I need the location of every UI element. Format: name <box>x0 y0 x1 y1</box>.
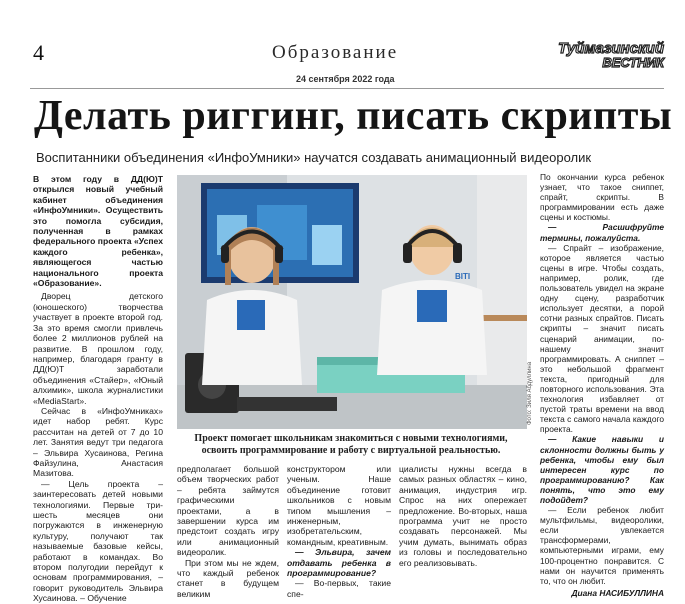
photo-caption: Проект помогает школьникам знакомиться с новыми технологиями, освоить программирование и работу с виртуальной реальностью. <box>194 433 508 456</box>
column-3 <box>287 464 391 599</box>
paragraph: — Во-первых, такие спе- <box>287 578 391 599</box>
column-2 <box>177 464 279 599</box>
paragraph: предполагает большой объем творческих работ – ребята займутся графическими проектами, а в завершении курса им предстоит создать игру или анимационный видеоролик. <box>177 464 279 558</box>
article-headline: Делать риггинг, писать скрипты <box>34 93 673 139</box>
lead-paragraph: В этом году в ДД(Ю)Т открылся новый учебный кабинет объединения «ИнфоУмники». Осуществить это помогла субсидия, полученная в рамках федерального проекта «Успех каждого ребенка», являющегося частью национального проекта «Образование». <box>33 174 163 289</box>
interview-question: — Расшифруйте термины, пожалуйста. <box>540 222 664 243</box>
paragraph: По окончании курса ребенок узнает, что такое сниппет, спрайт, скрипты. В программировании есть даже сцены и костюмы. <box>540 172 664 223</box>
header-rule <box>30 88 664 89</box>
interview-question: — Эльвира, зачем отдавать ребенка в программирование? <box>287 547 391 579</box>
article-photo <box>177 175 527 429</box>
interview-question: — Какие навыки и склонности должны быть у ребенка, чтобы ему был интересен курс по программированию? Как понять, что это ему подойдет? <box>540 434 664 505</box>
masthead-title: Туймазинский <box>558 40 664 57</box>
paragraph: При этом мы не ждем, что каждый ребенок станет в будущем великим <box>177 557 279 599</box>
page-number: 4 <box>33 40 44 65</box>
paragraph: циалисты нужны всегда в самых разных областях – кино, анимация, индустрия игр. Спрос на них опережает предложение. Во-вторых, наша программа учит не просто создавать персонажей. Мы учим думать, вынимать образ из головы и последовательно его реализовывать. <box>399 464 527 568</box>
column-4 <box>399 464 527 568</box>
article-subheadline: Воспитанники объединения «ИнфоУмники» научатся создавать анимационный видеоролик <box>36 150 592 165</box>
paragraph: конструктором или ученым. Наше объединение готовит школьников с новым типом мышления – инженерным, изобретательским, командным, креативным. <box>287 464 391 547</box>
paragraph: Дворец детского (юношеского) творчества участвует в проекте второй год. За это время смогли привлечь более 2 миллионов рублей на развитие. В прошлом году, например, благодаря гранту в ДД(Ю)Т заработали объединения «Стайер», «Юный алхимик», школа журналистики «MediaStart». <box>33 291 163 406</box>
section-title: Образование <box>272 42 399 63</box>
paragraph: — Спрайт – изображение, которое является частью сцены в игре. Чтобы создать, например, ролик, где пользователь увидел на экране одну сцену, разработчик использует десятки, а порой сотни разных спрайтов. Писать скрипты – значит писать сценарий анимации, по-нашему значит программировать. А сниппет – это небольшой фрагмент текста, пригодный для повторного использования. Эта технология избавляет от пустой траты времени на ввод текста с самого начала каждого проекта. <box>540 242 664 435</box>
column-1 <box>33 174 163 604</box>
paragraph: — Цель проекта – заинтересовать детей новыми технологиями. Первые три-шесть месяцев они погружаются в инженерную культуру, получают так называемые базовые кейсы, работают в командах. Во втором полугодии перейдут к основам программирования, – говорит руководитель Эльвира Хусаинова. – Обучение <box>33 478 163 604</box>
issue-date: 24 сентября 2022 года <box>296 74 395 84</box>
paragraph: — Если ребенок любит мультфильмы, видеоролики, если увлекается трансформерами, компьютерными играми, ему 100-процентно понравится. С нами он научится применять то, что он любит. <box>540 505 664 586</box>
author-signature: Диана НАСИБУЛЛИНА <box>571 587 664 598</box>
paragraph: Сейчас в «ИнфоУмниках» идет набор ребят. Курс рассчитан на детей от 7 до 10 лет. Занятия ведут три педагога – Эльвира Хусаинова, Регина Файзулина, Анастасия Мазитова. <box>33 405 163 479</box>
masthead-logo <box>556 41 664 69</box>
classroom-photo <box>177 175 527 429</box>
photo-credit: Фото: Зиля Абдуллина <box>527 361 533 425</box>
column-5 <box>540 172 664 598</box>
masthead-subtitle: ВЕСТНИК <box>602 55 664 70</box>
photo-shirt-label: BITI <box>455 272 471 281</box>
